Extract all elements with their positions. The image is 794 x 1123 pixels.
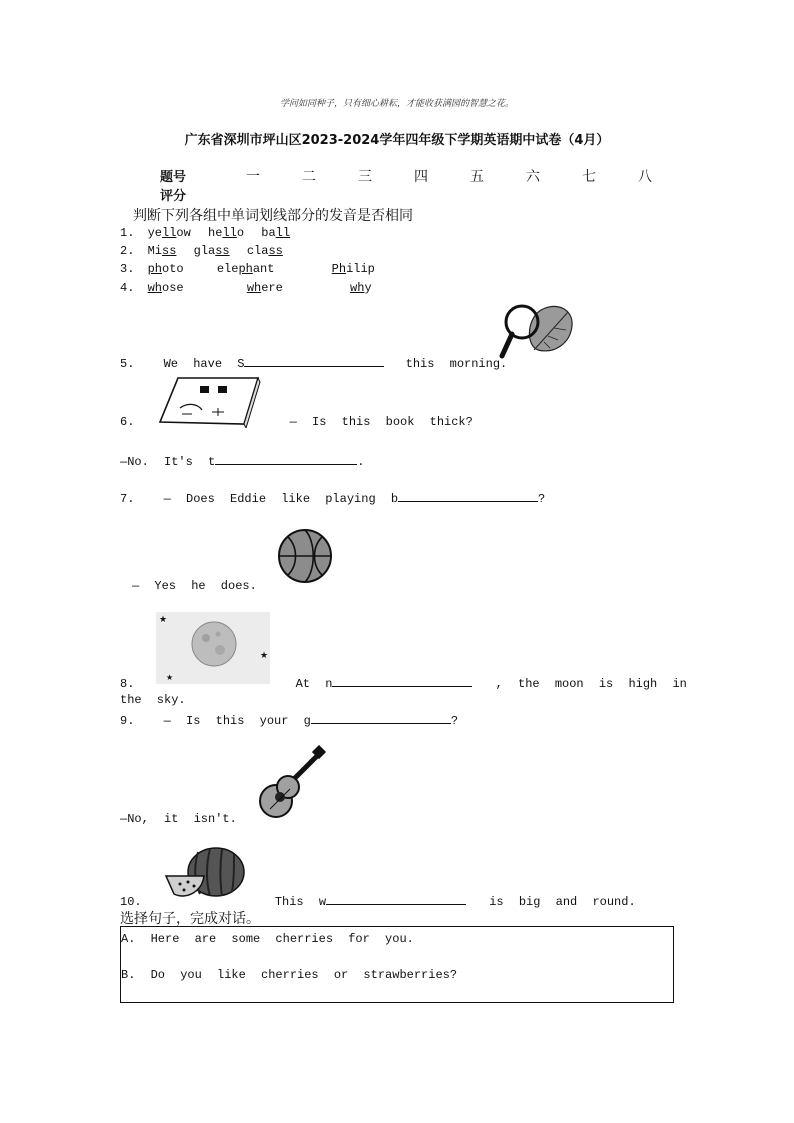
score-col-8: 八: [638, 169, 652, 185]
item-number: 2.: [120, 244, 135, 258]
word-part: ant: [252, 262, 275, 276]
word-part: he: [208, 226, 223, 240]
q7-question-suffix: ?: [538, 492, 546, 506]
item-number: 5.: [120, 357, 135, 371]
score-col-6: 六: [526, 169, 540, 185]
word-part: ele: [216, 262, 239, 276]
word-part: Mi: [147, 244, 163, 258]
word-part: cla: [246, 244, 269, 258]
underlined-part: ss: [162, 244, 177, 258]
q8-suffix: , the moon is high in: [495, 677, 687, 691]
score-table-question-label: 题号: [160, 170, 187, 185]
underlined-part: wh: [350, 281, 365, 295]
item-number: 7.: [120, 492, 135, 506]
q9-question-prefix: — Is this your g: [163, 714, 311, 728]
item-number: 4.: [120, 281, 135, 295]
magnifier-leaf-icon: [498, 300, 578, 364]
basketball-icon: [276, 527, 334, 585]
guitar-icon: [250, 745, 330, 825]
q6-question: — Is this book thick?: [289, 415, 473, 429]
option-b: B. Do you like cherries or strawberries?: [121, 968, 458, 982]
q6-answer-suffix: .: [357, 455, 365, 469]
section1-heading: 判断下列各组中单词划线部分的发音是否相同: [133, 208, 413, 224]
moon-icon: [156, 612, 270, 684]
score-col-2: 二: [302, 169, 316, 185]
score-col-1: 一: [246, 169, 260, 185]
word-part: oto: [162, 262, 184, 276]
word-part: ow: [176, 226, 191, 240]
question-5: [120, 355, 507, 371]
underlined-part: ll: [162, 226, 177, 240]
option-a: A. Here are some cherries for you.: [121, 932, 414, 946]
question-10: [120, 893, 636, 909]
word-part: gla: [193, 244, 216, 258]
word-part: ye: [147, 226, 163, 240]
word-part: ere: [261, 281, 283, 295]
q9-answer-blank[interactable]: [311, 712, 451, 724]
score-col-4: 四: [414, 169, 428, 185]
question-7: [120, 490, 545, 506]
q8-prefix: At n: [295, 677, 333, 691]
phonics-item-4: [120, 281, 372, 295]
item-number: 10.: [120, 895, 142, 909]
word-part: ose: [162, 281, 184, 295]
q5-prefix: We have S: [163, 357, 245, 371]
score-col-3: 三: [358, 169, 372, 185]
q8-continuation-text: the sky.: [120, 693, 186, 707]
item-number: 9.: [120, 714, 135, 728]
underlined-part: ph: [238, 262, 253, 276]
q10-answer-blank[interactable]: [326, 893, 466, 905]
q6-answer-prefix: —No. It's t: [120, 455, 216, 469]
item-number: 3.: [120, 262, 135, 276]
q9-question-suffix: ?: [450, 714, 459, 728]
q7-answer-blank[interactable]: [398, 490, 538, 502]
underlined-part: ll: [222, 226, 237, 240]
q6-answer-line: [120, 453, 364, 469]
q5-suffix: this morning.: [405, 357, 508, 371]
q7-answer: — Yes he does.: [132, 579, 257, 593]
options-box: [120, 926, 674, 1003]
word-part: y: [364, 281, 372, 295]
underlined-part: ll: [275, 226, 291, 240]
page-title: 广东省深圳市坪山区2023-2024学年四年级下学期英语期中试卷（4月）: [184, 133, 610, 148]
underlined-part: Ph: [331, 262, 347, 276]
svg-text:★: ★: [159, 615, 168, 625]
question-9: [120, 712, 458, 728]
section3-heading: 选择句子，完成对话。: [120, 911, 260, 927]
word-part: ilip: [346, 262, 375, 276]
underlined-part: ss: [268, 244, 283, 258]
score-table-score-label: 评分: [160, 189, 187, 204]
header-motto: 学问如同种子，只有细心耕耘，才能收获满园的智慧之花。: [279, 99, 514, 109]
item-number: 6.: [120, 415, 135, 429]
word-part: ba: [261, 226, 276, 240]
q10-prefix: This w: [274, 895, 327, 909]
item-number: 1.: [120, 226, 135, 240]
q8-continuation: [120, 693, 186, 707]
svg-text:★: ★: [260, 651, 269, 661]
underlined-part: wh: [147, 281, 163, 295]
score-col-5: 五: [470, 169, 484, 185]
phonics-item-3: [120, 262, 375, 276]
q9-answer-line: [120, 812, 237, 826]
score-col-7: 七: [582, 169, 596, 185]
q9-answer: —No, it isn't.: [120, 812, 237, 826]
q7-answer-line: [132, 579, 257, 593]
question-8: [120, 675, 687, 691]
underlined-part: ph: [147, 262, 163, 276]
phonics-item-2: [120, 244, 283, 258]
question-6: [120, 415, 473, 429]
q6-answer-blank[interactable]: [215, 453, 357, 465]
underlined-part: wh: [246, 281, 262, 295]
underlined-part: ss: [215, 244, 230, 258]
svg-text:★: ★: [166, 673, 174, 682]
q5-answer-blank[interactable]: [244, 355, 384, 367]
q8-answer-blank[interactable]: [332, 675, 472, 687]
q10-suffix: is big and round.: [489, 895, 636, 909]
word-part: o: [236, 226, 245, 240]
phonics-item-1: [120, 226, 290, 240]
q7-question-prefix: — Does Eddie like playing b: [163, 492, 399, 506]
item-number: 8.: [120, 677, 135, 691]
